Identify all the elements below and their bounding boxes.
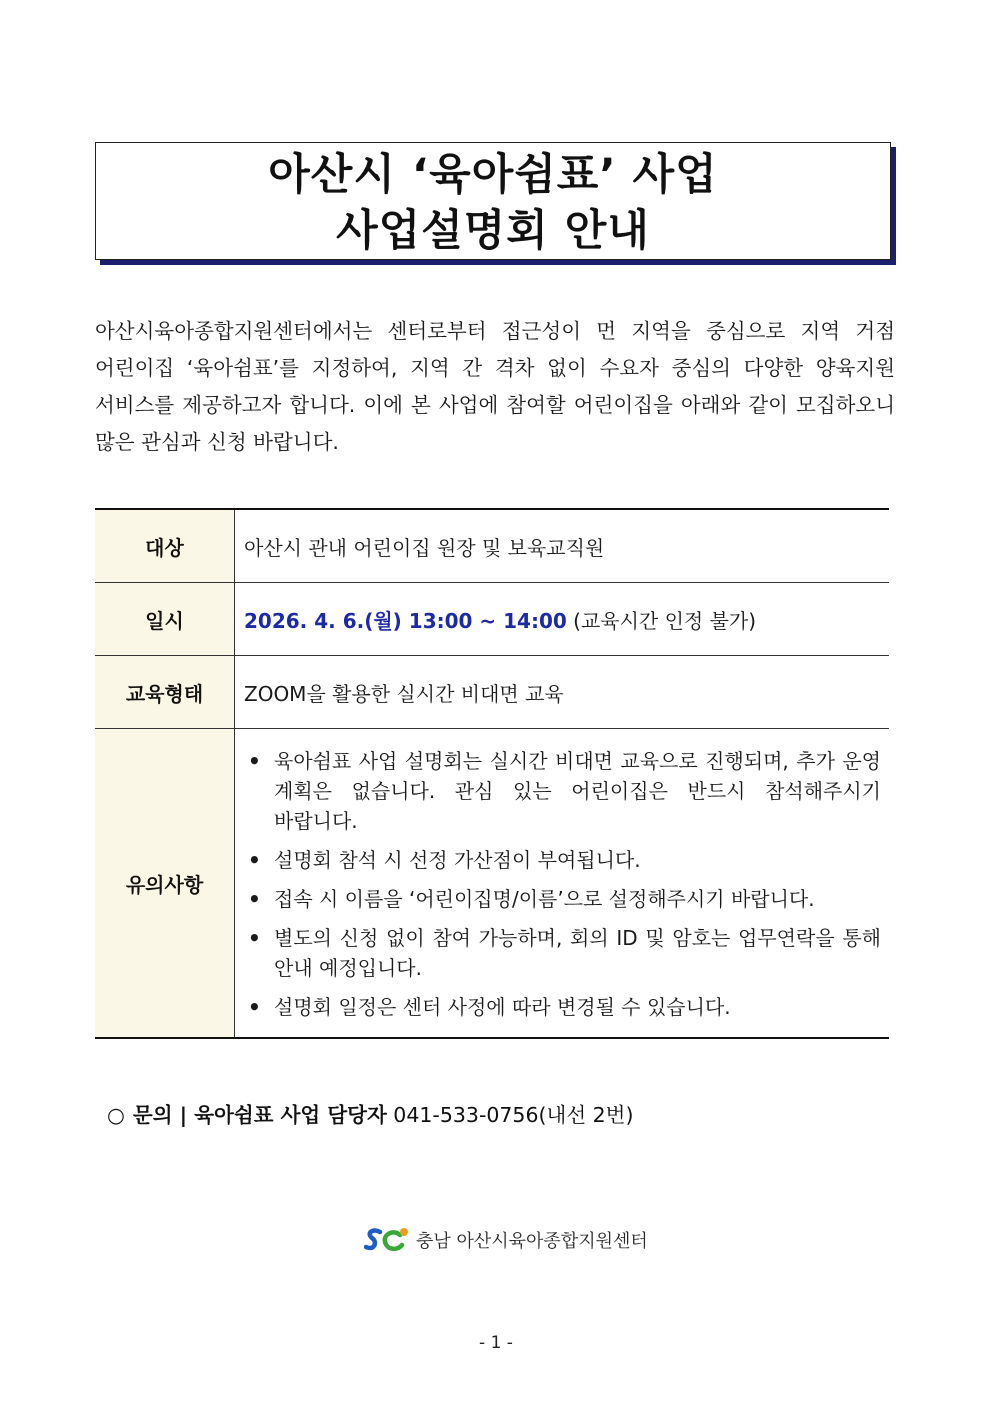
- table-row-datetime: [95, 583, 889, 656]
- note-text: 육아쉼표 사업 설명회는 실시간 비대면 교육으로 진행되며, 추가 운영 계획은 없습니다. 관심 있는 어린이집은 반드시 참석해주시기 바랍니다.: [274, 749, 881, 833]
- list-item: [244, 845, 881, 875]
- table-row-notes: [95, 729, 889, 1039]
- datetime-value: [235, 583, 890, 656]
- title-box: [95, 142, 891, 260]
- datetime-date: 2026. 4. 6.(월) 13:00 ~ 14:00: [244, 608, 567, 633]
- footer-org-name: 충남 아산시육아종합지원센터: [416, 1231, 648, 1252]
- title-line-1: 아산시 ‘육아쉼표’ 사업: [268, 150, 718, 200]
- list-item: [244, 992, 881, 1022]
- contact-phone: 041-533-0756(내선 2번): [393, 1103, 634, 1127]
- title-line-2: 사업설명회 안내: [336, 206, 650, 256]
- bullet-icon: •: [248, 749, 261, 773]
- datetime-note: (교육시간 인정 불가): [573, 608, 757, 633]
- contact-line: [107, 1100, 633, 1130]
- note-text: 설명회 일정은 센터 사정에 따라 변경될 수 있습니다.: [274, 995, 731, 1019]
- table-row-target: [95, 509, 889, 583]
- list-item: [244, 923, 881, 983]
- table-row-format: [95, 656, 889, 729]
- bullet-icon: •: [248, 848, 261, 872]
- intro-paragraph: 아산시육아종합지원센터에서는 센터로부터 접근성이 먼 지역을 중심으로 지역 거점 어린이집 ‘육아쉼표’를 지정하여, 지역 간 격차 없이 수요자 중심의 다양한 양육지원 서비스를 제공하고자 합니다. 이에 본 사업에 참여할 어린이집을 아래와 같이 모집하오니 많은 관심과 신청 바랍니다.: [95, 319, 895, 454]
- circle-bullet-icon: ○: [107, 1103, 125, 1127]
- list-item: [244, 746, 881, 836]
- note-text: 별도의 신청 없이 참여 가능하며, 회의 ID 및 암호는 업무연락을 통해 안내 예정입니다.: [274, 926, 881, 980]
- datetime-label: 일시: [95, 583, 235, 656]
- note-text: 접속 시 이름을 ‘어린이집명/이름’으로 설정해주시기 바랍니다.: [274, 887, 815, 911]
- info-table: [95, 508, 889, 1039]
- bullet-icon: •: [248, 926, 261, 950]
- target-label: 대상: [95, 509, 235, 583]
- footer-logo: [364, 1222, 648, 1258]
- bullet-icon: •: [248, 887, 261, 911]
- contact-label: 문의 | 육아쉼표 사업 담당자: [132, 1103, 387, 1127]
- note-text: 설명회 참석 시 선정 가산점이 부여됩니다.: [274, 848, 641, 872]
- sc-logo-icon: [364, 1225, 410, 1255]
- bullet-icon: •: [248, 995, 261, 1019]
- page-number: - 1 -: [479, 1333, 513, 1353]
- format-label: 교육형태: [95, 656, 235, 729]
- notes-value: [235, 729, 890, 1039]
- target-value: 아산시 관내 어린이집 원장 및 보육교직원: [235, 509, 890, 583]
- notes-label: 유의사항: [95, 729, 235, 1039]
- notes-list: [244, 730, 881, 1036]
- format-value: ZOOM을 활용한 실시간 비대면 교육: [235, 656, 890, 729]
- list-item: [244, 884, 881, 914]
